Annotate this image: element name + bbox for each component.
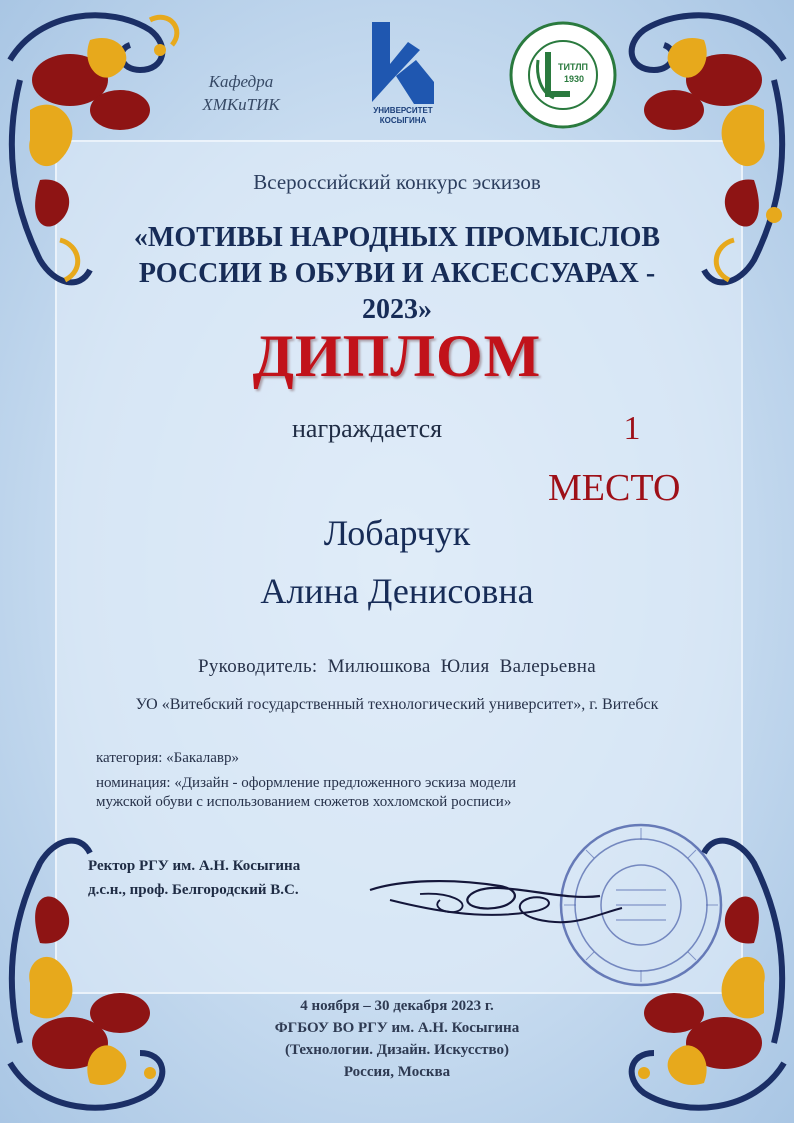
recipient-given-name: Алина Денисовна <box>260 571 534 611</box>
svg-text:ТИТЛП: ТИТЛП <box>558 62 589 72</box>
organizer: ФГБОУ ВО РГУ им. А.Н. Косыгина <box>274 1020 520 1036</box>
institute-logo-icon <box>508 20 618 130</box>
recipient-surname: Лобарчук <box>323 513 471 553</box>
category-line: категория: «Бакалавр» <box>96 750 240 766</box>
supervisor-line: Руководитель: Милюшкова Юлия Валерьевна <box>197 656 597 677</box>
diploma-heading: ДИПЛОМ <box>252 323 542 389</box>
organizer-motto: (Технологии. Дизайн. Искусство) <box>285 1042 509 1058</box>
university-logo-text: УНИВЕРСИТЕТ КОСЫГИНА <box>373 106 433 125</box>
rector-title: Ректор РГУ им. А.Н. Косыгина <box>88 858 301 874</box>
contest-title: «МОТИВЫ НАРОДНЫХ ПРОМЫСЛОВ РОССИИ В ОБУВИ И АКСЕССУАРАХ - 2023» <box>133 222 661 325</box>
svg-text:1930: 1930 <box>564 74 585 84</box>
contest-dates: 4 ноября – 30 декабря 2023 г. <box>300 998 494 1014</box>
nomination-line-1: номинация: «Дизайн - оформление предложенного эскиза модели <box>96 775 517 791</box>
department-name: Кафедра ХМКиТИК <box>202 72 280 114</box>
university-line: УО «Витебский государственный технологический университет», г. Витебск <box>135 696 659 713</box>
rector-name: д.с.н., проф. Белгородский В.С. <box>88 882 299 898</box>
rector-signature-icon <box>360 850 630 940</box>
place-number: 1 <box>623 410 641 447</box>
location: Россия, Москва <box>343 1064 451 1080</box>
awarded-text: награждается <box>292 414 443 443</box>
place-word: МЕСТО <box>548 467 681 509</box>
contest-subtitle: Всероссийский конкурс эскизов <box>253 170 541 194</box>
nomination-line-2: мужской обуви с использованием сюжетов хохломской росписи» <box>96 794 512 810</box>
